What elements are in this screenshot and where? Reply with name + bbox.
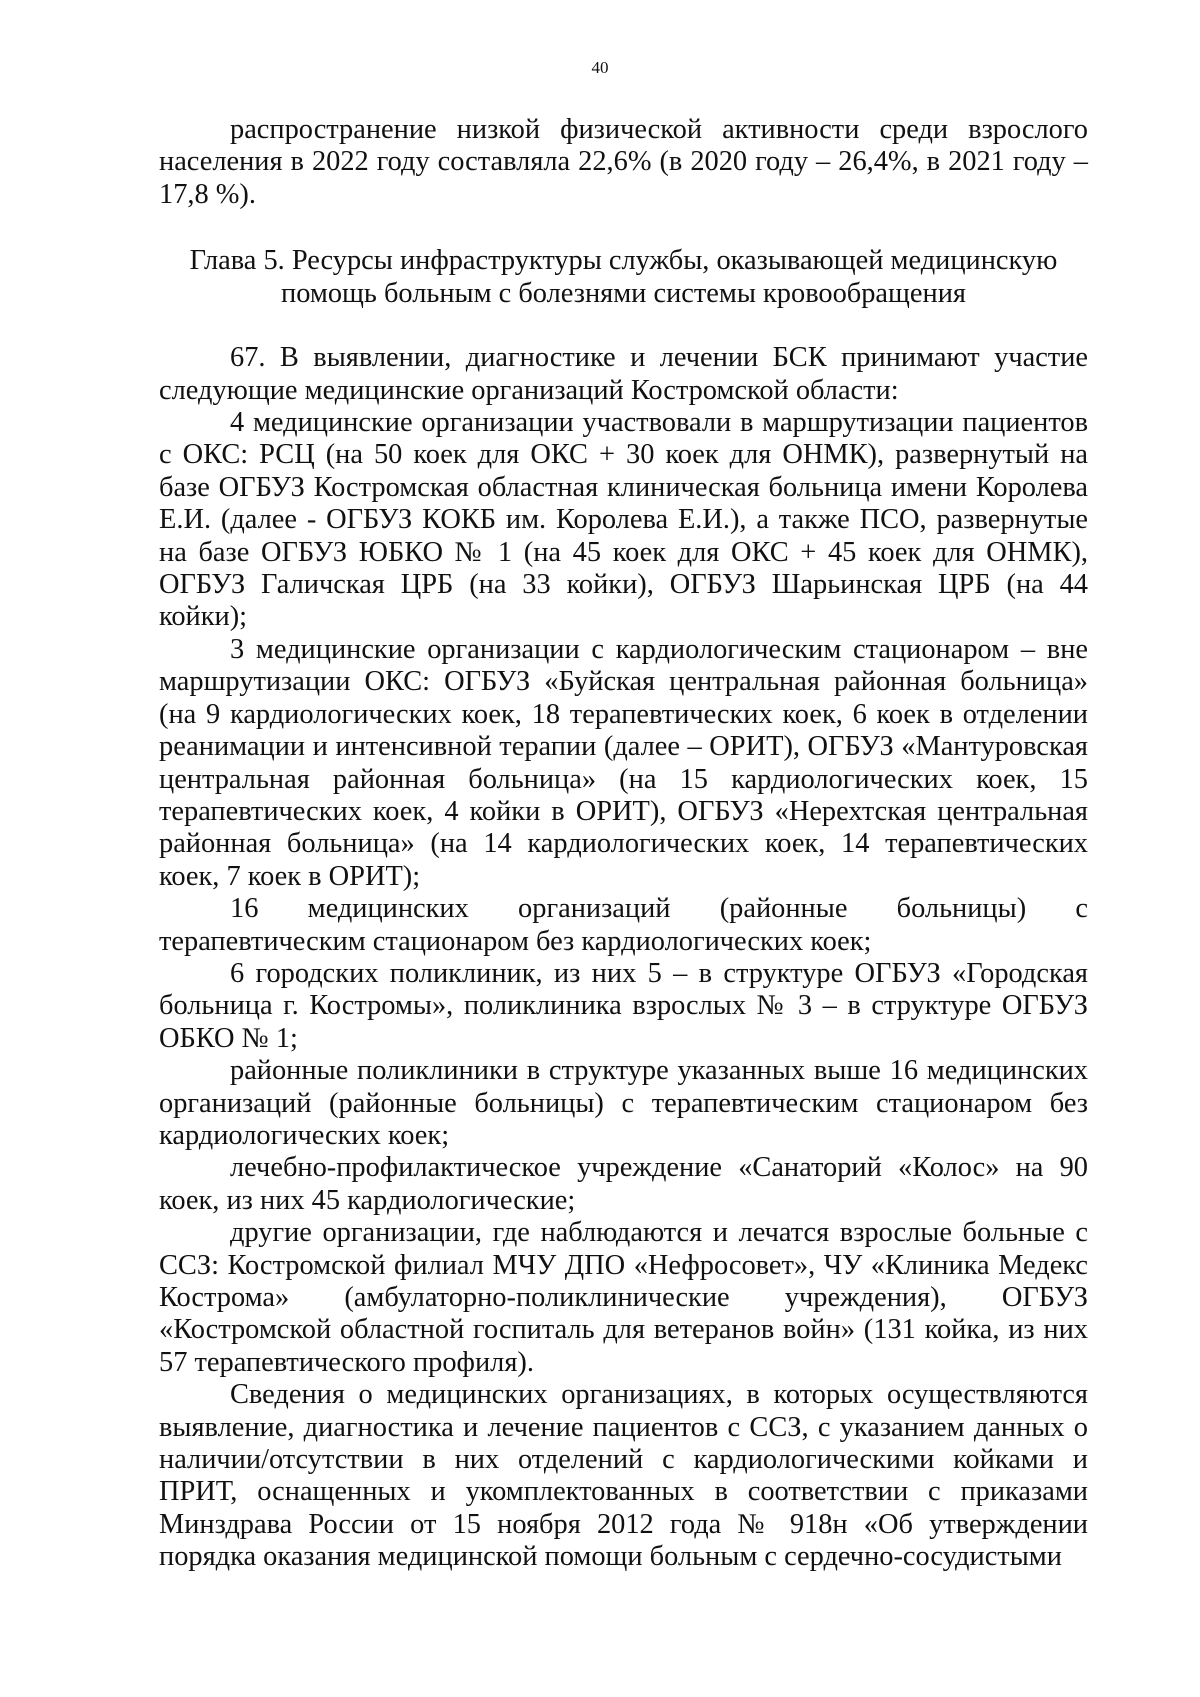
- document-body: [159, 114, 1088, 1574]
- paragraph-other-organizations: другие организации, где наблюдаются и лечатся взрослые больные с ССЗ: Костромской филиал МЧУ ДПО «Нефросовет», ЧУ «Клиника Медекс Кострома» (амбулаторно-поликлинические учреждения), ОГБУЗ «Костромской областной госпиталь для ветеранов войн» (131 койка, из них 57 терапевтического профиля).: [159, 1217, 1088, 1378]
- paragraph-district-hospitals: 16 медицинских организаций (районные больницы) с терапевтическим стационаром без кардиологических коек;: [159, 893, 1088, 957]
- paragraph-organization-info: Сведения о медицинских организациях, в которых осуществляются выявление, диагностика и лечение пациентов с ССЗ, с указанием данных о наличии/отсутствии в них отделений с кардиологическими койками и ПРИТ, оснащенных и укомплектованных в соответствии с приказами Минздрава России от 15 ноября 2012 года № 918н «Об утверждении порядка оказания медицинской помощи больным с сердечно-сосудистыми: [159, 1379, 1088, 1573]
- paragraph-oks-routing: 4 медицинские организации участвовали в маршрутизации пациентов с ОКС: РСЦ (на 50 коек для ОКС + 30 коек для ОНМК), развернутый на базе ОГБУЗ Костромская областная клиническая больница имени Королева Е.И. (далее - ОГБУЗ КОКБ им. Королева Е.И.), а также ПСО, развернутые на базе ОГБУЗ ЮБКО № 1 (на 45 коек для ОКС + 45 коек для ОНМК), ОГБУЗ Галичская ЦРБ (на 33 койки), ОГБУЗ Шарьинская ЦРБ (на 44 койки);: [159, 407, 1088, 633]
- paragraph-67-intro: 67. В выявлении, диагностике и лечении БСК принимают участие следующие медицинские организаций Костромской области:: [159, 342, 1088, 406]
- paragraph-district-polyclinics: районные поликлиники в структуре указанных выше 16 медицинских организаций (районные больницы) с терапевтическим стационаром без кардиологических коек;: [159, 1055, 1088, 1151]
- intro-paragraph: распространение низкой физической активности среди взрослого населения в 2022 году составляла 22,6% (в 2020 году – 26,4%, в 2021 году – 17,8 %).: [159, 114, 1088, 210]
- paragraph-cardiology-hospitals: 3 медицинские организации с кардиологическим стационаром – вне маршрутизации ОКС: ОГБУЗ «Буйская центральная районная больница» (на 9 кардиологических коек, 18 терапевтических коек, 6 коек в отделении реанимации и интенсивной терапии (далее – ОРИТ), ОГБУЗ «Мантуровская центральная районная больница» (на 15 кардиологических коек, 15 терапевтических коек, 4 койки в ОРИТ), ОГБУЗ «Нерехтская центральная районная больница» (на 14 кардиологических коек, 14 терапевтических коек, 7 коек в ОРИТ);: [159, 633, 1088, 892]
- page-number: 40: [591, 58, 609, 77]
- paragraph-city-polyclinics: 6 городских поликлиник, из них 5 – в структуре ОГБУЗ «Городская больница г. Костромы», поликлиника взрослых № 3 – в структуре ОГБУЗ ОБКО № 1;: [159, 957, 1088, 1054]
- chapter-title: [159, 244, 1088, 310]
- paragraph-sanatorium: лечебно-профилактическое учреждение «Санаторий «Колос» на 90 коек, из них 45 кардиологические;: [159, 1152, 1088, 1216]
- chapter-title-line-1: Глава 5. Ресурсы инфраструктуры службы, оказывающей медицинскую: [189, 245, 1058, 277]
- chapter-title-line-2: помощь больным с болезнями системы кровообращения: [281, 278, 966, 310]
